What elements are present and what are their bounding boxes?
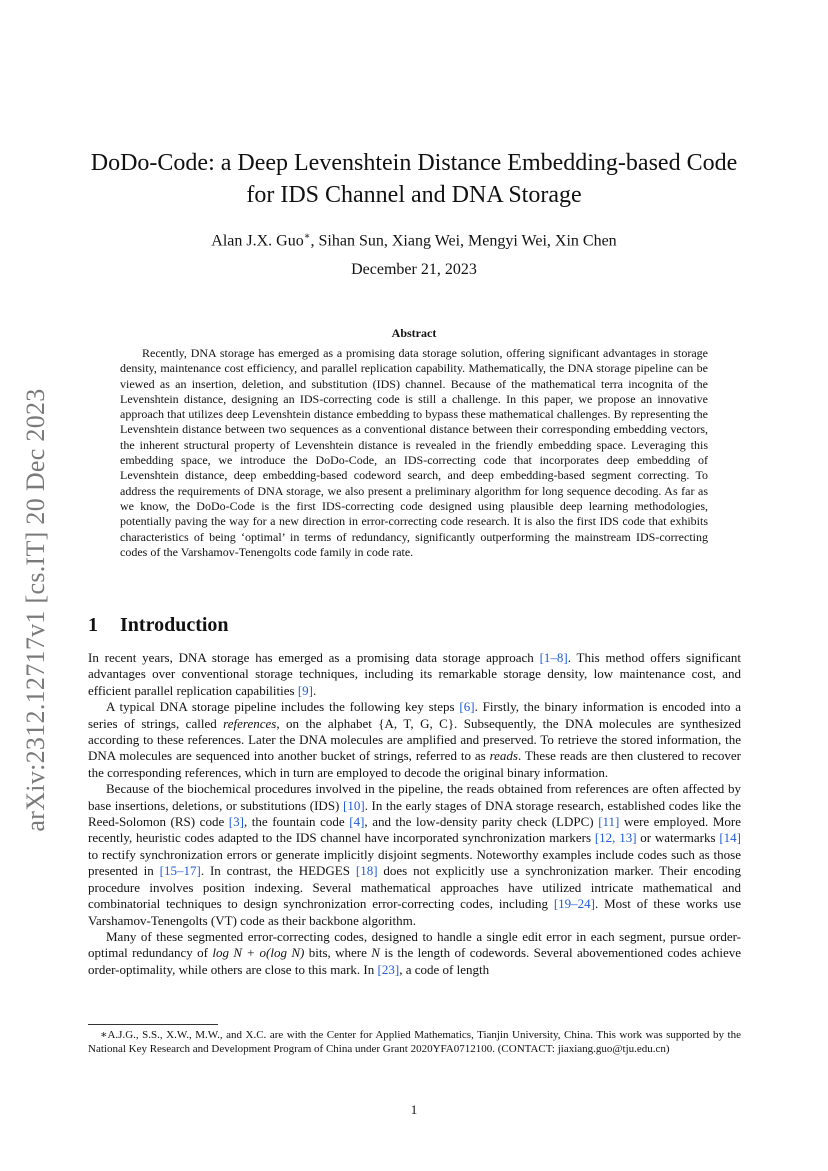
publication-date: December 21, 2023: [351, 261, 477, 278]
emphasized-text: references: [223, 715, 277, 731]
footnote-marker: ∗: [303, 231, 311, 242]
paragraph-text: bits, where: [304, 945, 372, 961]
paragraph-text: . In contrast, the HEDGES: [200, 863, 356, 879]
paragraph-text: . Most of these works use Varshamov-Tenengolts (VT) code as their backbone algorithm.: [88, 896, 741, 928]
paragraph-text: , and the low-density parity check (LDPC): [364, 814, 599, 830]
author-list: [60, 226, 768, 252]
section-number: 1: [88, 614, 98, 636]
paragraph-text: . Firstly, the binary information is encoded into a series of strings, called: [88, 699, 741, 731]
paragraph-text: . These reads are then clustered to recover the corresponding references, which in turn are employed to decode the original binary information.: [88, 748, 741, 780]
emphasized-text: N: [371, 945, 380, 961]
body-paragraph: [88, 781, 741, 929]
paragraph-text: does not explicitly use a synchronization marker. Their encoding procedure involves position indexing. Several mathematical approaches have utilized intricate mathematical and combinatorial techniques to design synchronization error-correcting codes, including: [88, 863, 741, 912]
paragraph-text: In recent years, DNA storage has emerged as a promising data storage approach: [88, 650, 540, 665]
citation-link[interactable]: [9]: [297, 682, 313, 698]
citation-link[interactable]: [18]: [355, 863, 378, 879]
emphasized-text: reads: [489, 748, 518, 764]
first-author: Alan J.X. Guo: [211, 232, 304, 250]
paragraph-text: . This method offers significant advantages over conventional storage techniques, including its remarkable storage density, low maintenance cost, and efficient parallel replication capabilities: [88, 650, 742, 698]
paragraph-text: were employed. More recently, heuristic codes adapted to the IDS channel have incorporated synchronization markers: [88, 814, 742, 846]
citation-link[interactable]: [12, 13]: [594, 830, 637, 846]
citation-link[interactable]: [10]: [343, 797, 365, 813]
paragraph-text: is the length of codewords. Several abovementioned codes achieve order-optimality, while others are close to this mark. In: [88, 945, 741, 977]
arxiv-identifier-stamp: [14, 372, 58, 848]
citation-link[interactable]: [14]: [719, 830, 741, 846]
citation-link[interactable]: [1–8]: [539, 650, 568, 665]
citation-link[interactable]: [15–17]: [159, 863, 201, 879]
other-authors: , Sihan Sun, Xiang Wei, Mengyi Wei, Xin Chen: [310, 232, 617, 250]
section-heading: [88, 614, 229, 637]
paragraph-text: A typical DNA storage pipeline includes the following key steps: [106, 699, 460, 715]
paragraph-text: or watermarks: [636, 830, 720, 846]
section-title: Introduction: [120, 614, 229, 636]
paragraph-text: Many of these segmented error-correcting codes, designed to handle a single edit error in each segment, pursue order-optimal redundancy of: [88, 928, 741, 961]
paragraph-text: Because of the biochemical procedures involved in the pipeline, the reads obtained from references are often affected by base insertions, deletions, or substitutions (IDS): [88, 781, 741, 813]
citation-link[interactable]: [4]: [349, 814, 365, 830]
body-paragraph: [88, 650, 741, 699]
abstract-text: Recently, DNA storage has emerged as a promising data storage solution, offering significant advantages in storage density, maintenance cost efficiency, and parallel replication capability. Mathematically, the DNA storage pipeline can be viewed as an insertion, deletion, and substitution (IDS) channel. Because of the mathematical terra incognita of the Levenshtein distance, designing an IDS-correcting code is still a challenge. In this paper, we propose an innovative approach that utilizes deep Levenshtein distance embedding to bypass these mathematical challenges. By representing the Levenshtein distance between two sequences as a conventional distance between their corresponding embedding vectors, the inherent structural property of Levenshtein distance is revealed in the friendly embedding space. Leveraging this embedding space, we introduce the DoDo-Code, an IDS-correcting code that incorporates deep embedding of Levenshtein distance, deep embedding-based codeword search, and deep embedding-based segment correcting. To address the requirements of DNA storage, we also present a preliminary algorithm for long sequence decoding. As far as we know, the DoDo-Code is the first IDS-correcting code designed using plausible deep learning methodologies, potentially paving the way for a new direction in error-correcting code research. It is also the first IDS code that exhibits characteristics of being ‘optimal’ in terms of redundancy, significantly outperforming the mainstream IDS-correcting codes of the Varshamov-Tenengolts code family in code rate.: [120, 346, 708, 559]
introduction-body: [88, 650, 741, 978]
page-number: 1: [410, 1102, 418, 1117]
paragraph-text: . In the early stages of DNA storage research, established codes like the Reed-Solomon (RS) code: [88, 797, 741, 830]
paragraph-text: .: [313, 682, 317, 698]
emphasized-text: log N + o(log N): [212, 945, 305, 961]
footnote: ∗A.J.G., S.S., X.W., M.W., and X.C. are with the Center for Applied Mathematics, Tianjin University, China. This work was supported by the National Key Research and Development Program of China under Grant 2020YFA0712100. (CONTACT: jiaxiang.guo@tju.edu.cn): [88, 1029, 741, 1055]
paragraph-text: , the fountain code: [243, 814, 350, 830]
paragraph-text: , a code of length: [399, 961, 490, 977]
title-line-2: for IDS Channel and DNA Storage: [246, 182, 582, 208]
footnote-rule: [88, 1024, 218, 1025]
citation-link[interactable]: [19–24]: [553, 896, 595, 912]
paper-title: [60, 147, 768, 211]
citation-link[interactable]: [23]: [377, 961, 400, 977]
title-line-1: DoDo-Code: a Deep Levenshtein Distance Embedding-based Code: [90, 150, 738, 176]
arxiv-id-text: arXiv:2312.12717v1 [cs.IT] 20 Dec 2023: [21, 388, 50, 832]
abstract-heading: Abstract: [391, 326, 437, 340]
citation-link[interactable]: [3]: [228, 814, 244, 830]
citation-link[interactable]: [11]: [598, 814, 620, 830]
citation-link[interactable]: [6]: [459, 699, 475, 715]
paragraph-text: to rectify synchronization errors or generate implicitly disjoint segments. Noteworthy examples include codes such as those presented in: [88, 846, 741, 879]
paragraph-text: , on the alphabet {A, T, G, C}. Subsequently, the DNA molecules are synthesized according to these references. Later the DNA molecules are amplified and preserved. To retrieve the stored information, the DNA molecules are sequenced into another bucket of strings, referred to as: [88, 715, 741, 764]
body-paragraph: [88, 699, 741, 781]
body-paragraph: [88, 929, 741, 978]
